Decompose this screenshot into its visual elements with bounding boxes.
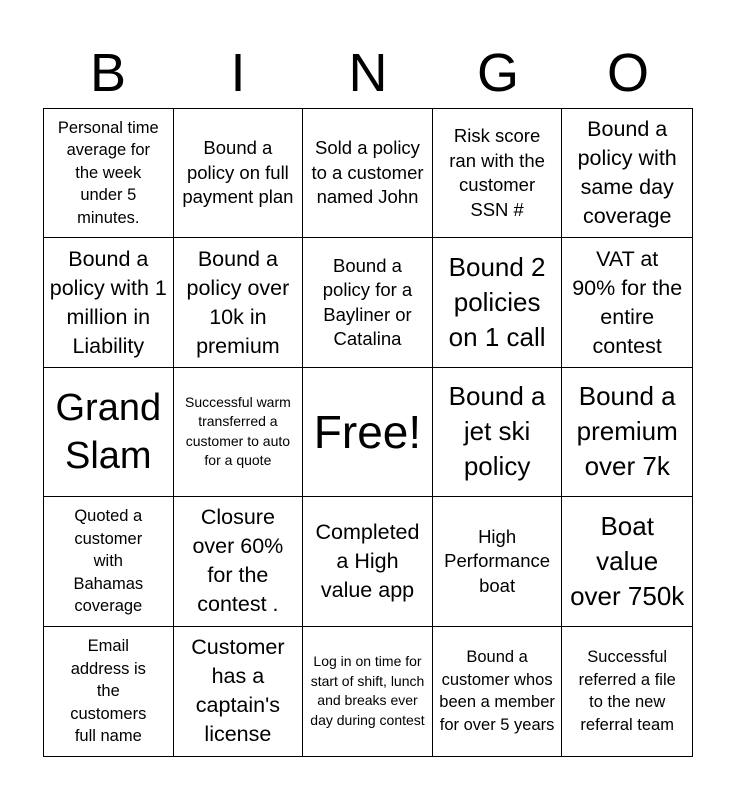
- cell-text: Bound 2 policies on 1 call: [448, 252, 546, 353]
- cell-text: Successful warm transferred a customer to auto for a quote: [184, 393, 291, 469]
- bingo-cell[interactable]: [174, 497, 304, 626]
- cell-text: Successful referred a file to the new referral team: [578, 648, 676, 734]
- bingo-cell[interactable]: [562, 238, 692, 367]
- cell-text: Completed a High value app: [315, 519, 420, 602]
- cell-text: VAT at 90% for the entire contest: [572, 246, 683, 358]
- cell-text: Bound a policy for a Bayliner or Catalina: [322, 254, 413, 350]
- bingo-cell[interactable]: [433, 368, 563, 497]
- cell-text: Customer has a captain's license: [191, 635, 285, 747]
- free-space-label: Free!: [313, 405, 422, 458]
- cell-text: Bound a customer whos been a member for over 5 years: [439, 648, 555, 734]
- bingo-cell[interactable]: [433, 238, 563, 367]
- cell-text: Grand Slam: [55, 386, 162, 477]
- bingo-cell[interactable]: [44, 238, 174, 367]
- bingo-cell[interactable]: [562, 627, 692, 756]
- cell-text: Risk score ran with the customer SSN #: [449, 125, 545, 220]
- bingo-cell[interactable]: [562, 368, 692, 497]
- cell-text: Bound a policy over 10k in premium: [186, 246, 290, 358]
- bingo-cell[interactable]: [174, 627, 304, 756]
- bingo-cell[interactable]: [303, 109, 433, 238]
- bingo-board: [43, 108, 693, 757]
- bingo-cell[interactable]: [44, 627, 174, 756]
- cell-text: Email address is the customers full name: [70, 637, 147, 746]
- bingo-cell[interactable]: [433, 627, 563, 756]
- bingo-cell[interactable]: [174, 368, 304, 497]
- bingo-cell[interactable]: [174, 238, 304, 367]
- cell-text: Bound a premium over 7k: [576, 381, 678, 482]
- cell-text: Sold a policy to a customer named John: [311, 137, 424, 208]
- bingo-cell[interactable]: [44, 497, 174, 626]
- bingo-cell[interactable]: [44, 109, 174, 238]
- bingo-cell[interactable]: [303, 627, 433, 756]
- cell-text: Bound a policy with same day coverage: [577, 117, 677, 229]
- bingo-cell[interactable]: [562, 497, 692, 626]
- bingo-cell[interactable]: [433, 109, 563, 238]
- header-letter-g: G: [476, 43, 519, 103]
- header-letter-i: I: [230, 43, 246, 103]
- free-space-cell[interactable]: [303, 368, 433, 497]
- cell-text: Bound a jet ski policy: [448, 381, 546, 482]
- header-letter-b: B: [89, 43, 127, 103]
- bingo-cell[interactable]: [433, 497, 563, 626]
- cell-text: Bound a policy with 1 million in Liability: [49, 246, 167, 358]
- header-letter-n: N: [348, 43, 388, 103]
- bingo-cell[interactable]: [303, 497, 433, 626]
- bingo-cell[interactable]: [562, 109, 692, 238]
- bingo-cell[interactable]: [174, 109, 304, 238]
- cell-text: Quoted a customer with Bahamas coverage: [73, 507, 144, 616]
- header-letter-o: O: [606, 43, 649, 103]
- cell-text: High Performance boat: [444, 525, 551, 596]
- cell-text: Personal time average for the week under 5 minutes.: [57, 118, 159, 227]
- bingo-cell[interactable]: [44, 368, 174, 497]
- cell-text: Log in on time for start of shift, lunch and breaks ever day during contest: [310, 653, 425, 728]
- bingo-cell[interactable]: [303, 238, 433, 367]
- cell-text: Boat value over 750k: [570, 510, 685, 611]
- cell-text: Closure over 60% for the contest .: [192, 505, 284, 617]
- cell-text: Bound a policy on full payment plan: [182, 137, 294, 208]
- bingo-header: [43, 40, 693, 106]
